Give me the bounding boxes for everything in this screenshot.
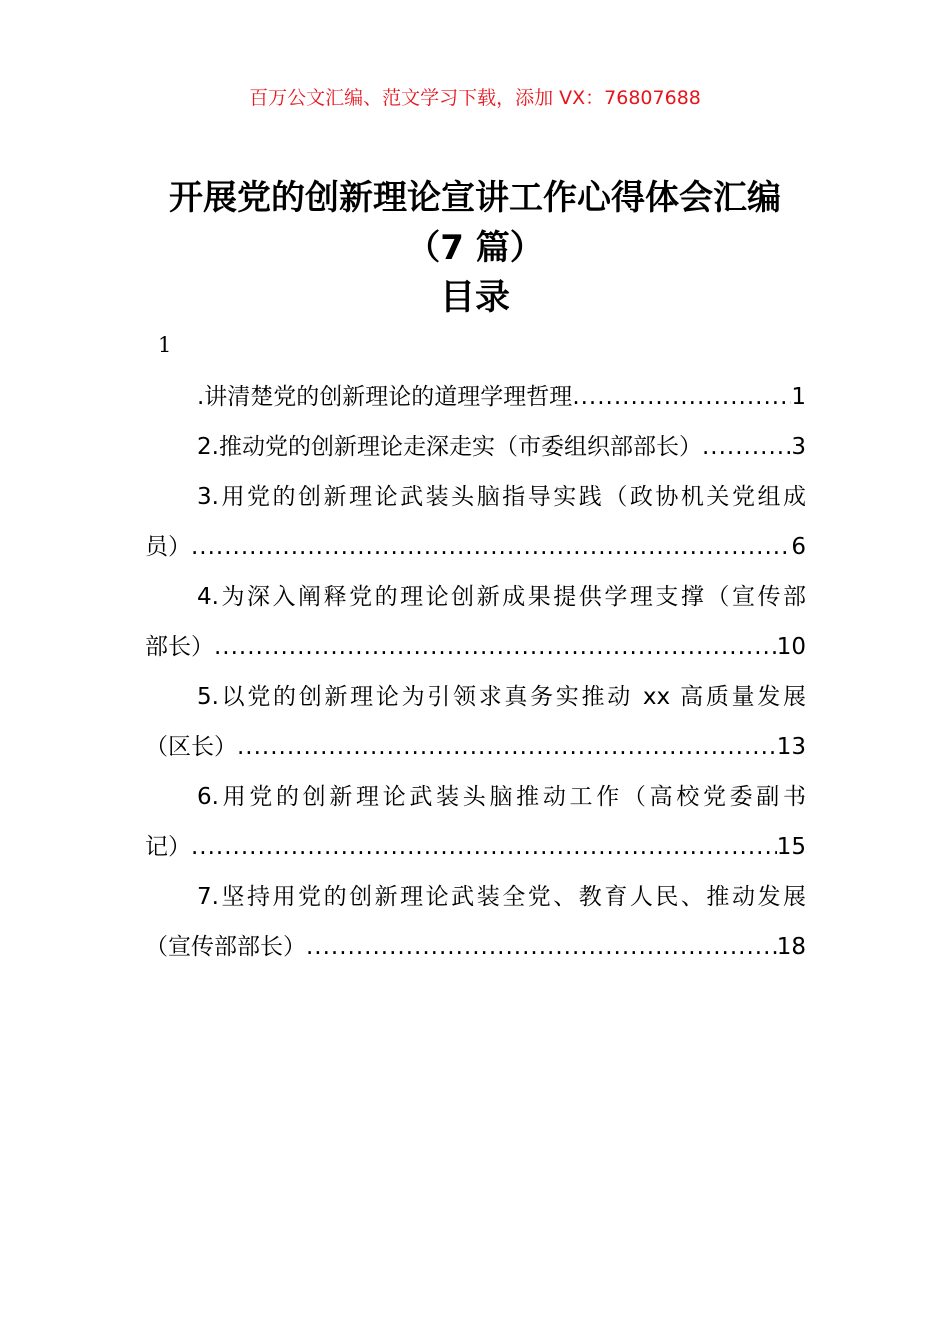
- toc-leader: [306, 922, 777, 972]
- toc-item-title-cont: 部长）: [145, 634, 214, 660]
- toc-item-title-cont: 员）: [145, 534, 191, 560]
- document-title: 开展党的创新理论宣讲工作心得体会汇编: [169, 178, 781, 218]
- toc-item-title: 2.推动党的创新理论走深走实（市委组织部部长）: [197, 434, 702, 460]
- toc-item-title-cont: （宣传部部长）: [145, 934, 306, 960]
- toc-leader: [214, 622, 777, 672]
- toc-item-title-cont: （区长）: [145, 734, 237, 760]
- toc-item[interactable]: [145, 772, 806, 872]
- page-number: 1: [158, 333, 172, 357]
- toc-item-title: .讲清楚党的创新理论的道理学理哲理: [197, 384, 573, 410]
- toc-leader: [191, 822, 777, 872]
- toc-item-page: 10: [776, 634, 806, 660]
- toc-item[interactable]: [145, 672, 806, 772]
- toc-item-title-cont: 记）: [145, 834, 191, 860]
- toc-item-title: 6.用党的创新理论武装头脑推动工作（高校党委副书: [197, 784, 806, 810]
- toc-item-title: 4.为深入阐释党的理论创新成果提供学理支撑（宣传部: [197, 584, 806, 610]
- toc-item[interactable]: [145, 572, 806, 672]
- toc-leader: [702, 422, 791, 472]
- document-title-count: （7 篇）: [406, 228, 544, 268]
- toc-item[interactable]: [145, 372, 806, 422]
- toc-leader: [572, 372, 791, 422]
- toc-item[interactable]: [145, 422, 806, 472]
- toc-item-page: 15: [776, 834, 806, 860]
- toc-item-title: 7.坚持用党的创新理论武装全党、教育人民、推动发展: [197, 884, 806, 910]
- table-of-contents: [145, 372, 806, 972]
- toc-item-page: 6: [791, 534, 806, 560]
- toc-item-page: 1: [791, 384, 806, 410]
- toc-item-page: 3: [791, 434, 806, 460]
- toc-item[interactable]: [145, 872, 806, 972]
- toc-leader: [191, 522, 791, 572]
- toc-item-page: 18: [776, 934, 806, 960]
- toc-item-page: 13: [776, 734, 806, 760]
- toc-item[interactable]: [145, 472, 806, 572]
- toc-item-title: 5.以党的创新理论为引领求真务实推动 xx 高质量发展: [197, 684, 806, 710]
- header-note: 百万公文汇编、范文学习下载，添加 VX：76807688: [249, 87, 701, 109]
- toc-item-title: 3.用党的创新理论武装头脑指导实践（政协机关党组成: [197, 484, 806, 510]
- toc-heading: 目录: [439, 278, 510, 318]
- toc-leader: [237, 722, 777, 772]
